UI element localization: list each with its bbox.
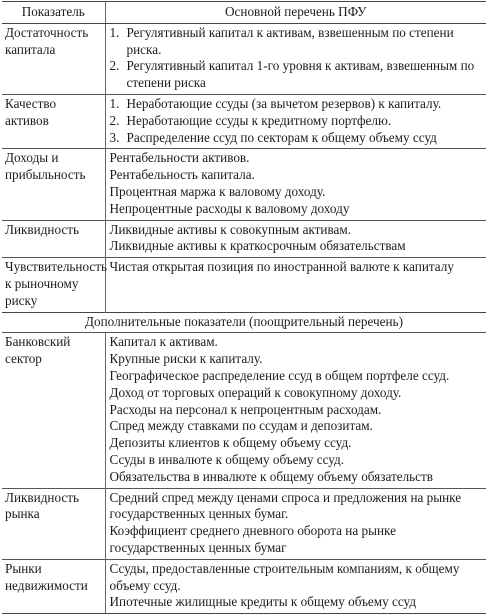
list-item: Рентабельность капитала.	[109, 167, 255, 183]
indicator-cell: Ликвидность рынка	[2, 488, 105, 559]
indicator-cell: Банковский сектор	[2, 333, 105, 488]
list-item: Географическое распределение ссуд в общем портфеле ссуд.	[109, 367, 450, 383]
table-row	[2, 488, 486, 559]
list-item: Рентабельности активов.	[109, 150, 250, 166]
header-main-list: Основной перечень ПФУ	[105, 2, 486, 24]
list-item: Ликвидные активы к краткосрочным обязательствам	[109, 238, 406, 254]
section-title-additional: Дополнительные показатели (поощрительный перечень)	[2, 312, 486, 333]
indicator-list-cell	[105, 220, 486, 258]
list-item: Непроцентные расходы к валовому доходу	[109, 200, 350, 216]
numbered-list-item	[110, 96, 483, 113]
indicator-list-cell	[105, 258, 486, 312]
list-item-text: Неработающие ссуды (за вычетом резервов) к капиталу.	[126, 95, 442, 111]
table-row	[2, 149, 486, 220]
numbered-list-item	[110, 113, 483, 130]
indicator-list-cell	[105, 149, 486, 220]
header-indicator: Показатель	[2, 2, 105, 24]
list-item-text: Неработающие ссуды к кредитному портфелю.	[126, 112, 392, 128]
list-item: Процентная маржа к валовому доходу.	[109, 183, 326, 199]
list-item-number: 1.	[109, 24, 120, 40]
table-row	[2, 559, 486, 613]
table-row	[2, 94, 486, 148]
table-row	[2, 258, 486, 312]
list-item: Спред между ставками по ссудам и депозитам.	[109, 418, 373, 434]
indicator-list-cell	[105, 559, 486, 613]
indicator-cell: Качество активов	[2, 94, 105, 148]
list-item: Коэффициент среднего дневного оборота на рынке государственных ценных бумаг	[109, 523, 396, 555]
indicator-cell: Доходы и прибыльность	[2, 149, 105, 220]
indicator-cell: Чувствительность к рыночному риску	[2, 258, 105, 312]
indicator-list-cell	[105, 94, 486, 148]
list-item-text: Распределение ссуд по секторам к общему объему ссуд	[126, 129, 437, 145]
table-header-row	[2, 2, 486, 24]
table-row	[2, 220, 486, 258]
list-item: Депозиты клиентов к общему объему ссуд.	[109, 435, 352, 451]
indicator-cell: Рынки недвижимости	[2, 559, 105, 613]
list-item-number: 3.	[109, 129, 120, 145]
list-item-number: 1.	[109, 95, 120, 111]
section-divider	[2, 312, 486, 333]
list-item: Доход от торговых операций к совокупному доходу.	[109, 384, 402, 400]
list-item: Чистая открытая позиция по иностранной валюте к капиталу	[109, 259, 454, 275]
indicator-list-cell	[105, 488, 486, 559]
indicator-cell: Достаточность капитала	[2, 23, 105, 94]
indicators-table	[2, 1, 486, 614]
list-item: Обязательства в инвалюте к общему объему обязательств	[109, 468, 434, 484]
indicator-list-cell	[105, 333, 486, 488]
list-item: Ипотечные жилищные кредиты к общему объему ссуд	[109, 594, 417, 610]
list-item-text: Регулятивный капитал к активам, взвешенным по степени риска.	[126, 24, 454, 57]
list-item: Средний спред между ценами спроса и предложения на рынке государственных ценных бумаг.	[109, 489, 462, 522]
main-list-body	[2, 23, 486, 312]
list-item: Расходы на персонал к непроцентным расходам.	[109, 401, 382, 417]
list-item: Крупные риски к капиталу.	[109, 351, 263, 367]
list-item: Ссуды в инвалюте к общему объему ссуд.	[109, 451, 345, 467]
list-item-text: Регулятивный капитал 1-го уровня к активам, взвешенным по степени риска	[126, 58, 475, 91]
list-item-number: 2.	[109, 58, 120, 74]
list-item: Ссуды, предоставленные строительным компаниям, к общему объему ссуд.	[109, 560, 460, 593]
indicator-cell: Ликвидность	[2, 220, 105, 258]
numbered-list-item	[110, 58, 483, 92]
numbered-list-item	[110, 25, 483, 59]
table-row	[2, 23, 486, 94]
numbered-list-item	[110, 130, 483, 147]
table-row	[2, 333, 486, 488]
list-item-number: 2.	[109, 112, 120, 128]
list-item: Ликвидные активы к совокупным активам.	[109, 221, 352, 237]
list-item: Капитал к активам.	[109, 334, 218, 350]
indicator-list-cell	[105, 23, 486, 94]
extra-list-body	[2, 333, 486, 614]
